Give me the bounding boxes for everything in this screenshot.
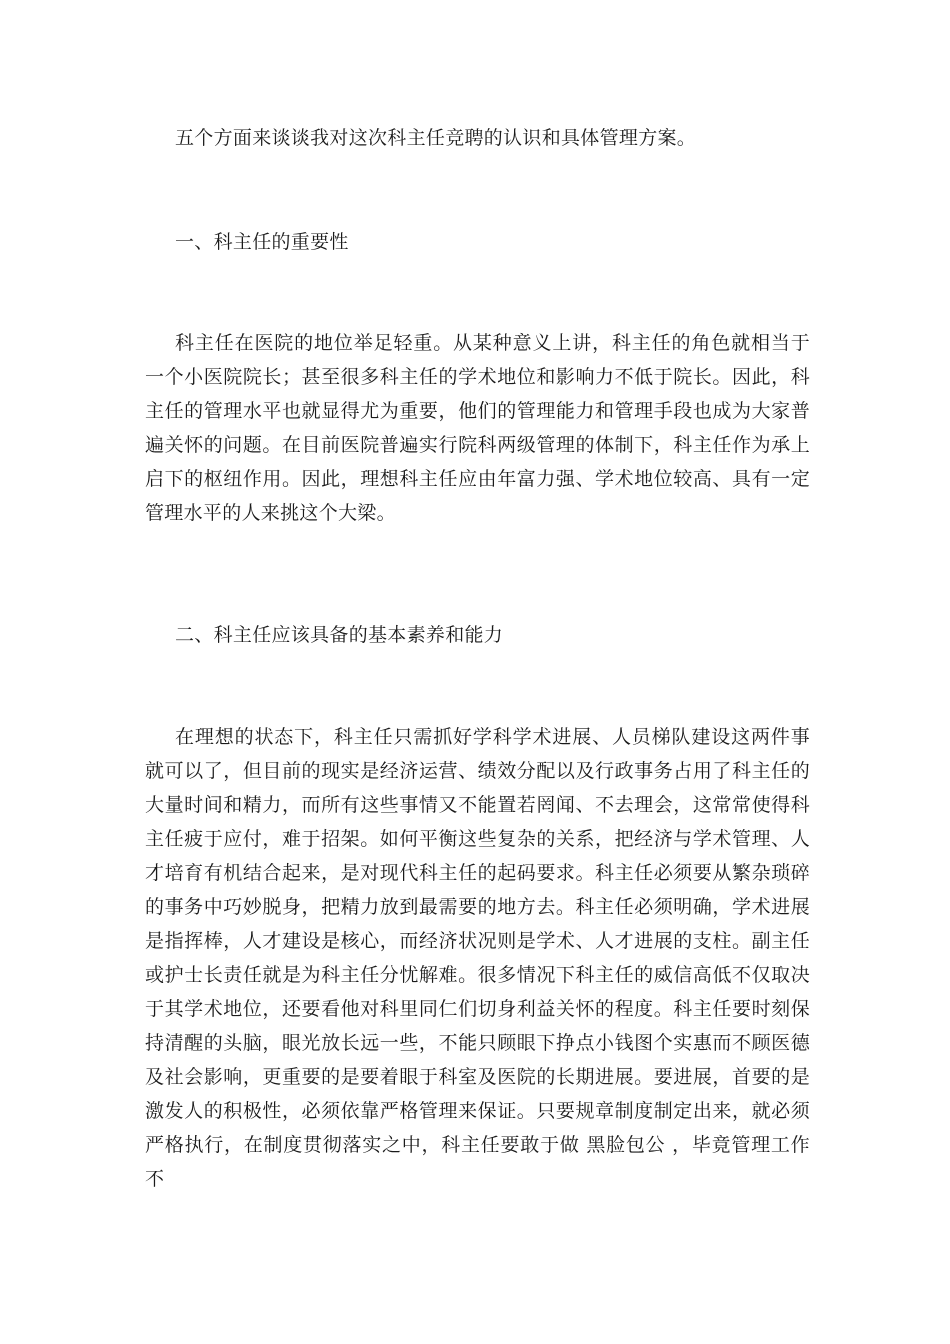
section-2-heading: 二、科主任应该具备的基本素养和能力 [175, 624, 504, 646]
section-1-heading: 一、科主任的重要性 [175, 231, 349, 253]
section-2-paragraph: 在理想的状态下，科主任只需抓好学科学术进展、人员梯队建设这两件事就可以了，但目前的现实是经济运营、绩效分配以及行政事务占用了科主任的大量时间和精力，而所有这些事情又不能置若罔闻、不去理会，这常常使得科主任疲于应付，难于招架。如何平衡这些复杂的关系，把经济与学术管理、人才培育有机结合起来，是对现代科主任的起码要求。科主任必须要从繁杂琐碎的事务中巧妙脱身，把精力放到最需要的地方去。科主任必须明确，学术进展是指挥棒，人才建设是核心，而经济状况则是学术、人才进展的支柱。副主任或护士长责任就是为科主任分忧解难。很多情况下科主任的威信高低不仅取决于其学术地位，还要看他对科里同仁们切身利益关怀的程度。科主任要时刻保持清醒的头脑，眼光放长远一些，不能只顾眼下挣点小钱图个实惠而不顾医德及社会影响，更重要的是要着眼于科室及医院的长期进展。要进展，首要的是激发人的积极性，必须依靠严格管理来保证。只要规章制度制定出来，就必须严格执行，在制度贯彻落实之中，科主任要敢于做 黑脸包公 ，毕竟管理工作不 [145, 726, 810, 1190]
section-1-paragraph: 科主任在医院的地位举足轻重。从某种意义上讲，科主任的角色就相当于一个小医院院长；甚至很多科主任的学术地位和影响力不低于院长。因此，科主任的管理水平也就显得尤为重要，他们的管理能力和管理手段也成为大家普遍关怀的问题。在目前医院普遍实行院科两级管理的体制下，科主任作为承上启下的枢纽作用。因此，理想科主任应由年富力强、学术地位较高、具有一定管理水平的人来挑这个大梁。 [145, 332, 810, 524]
intro-line: 五个方面来谈谈我对这次科主任竞聘的认识和具体管理方案。 [175, 127, 697, 149]
